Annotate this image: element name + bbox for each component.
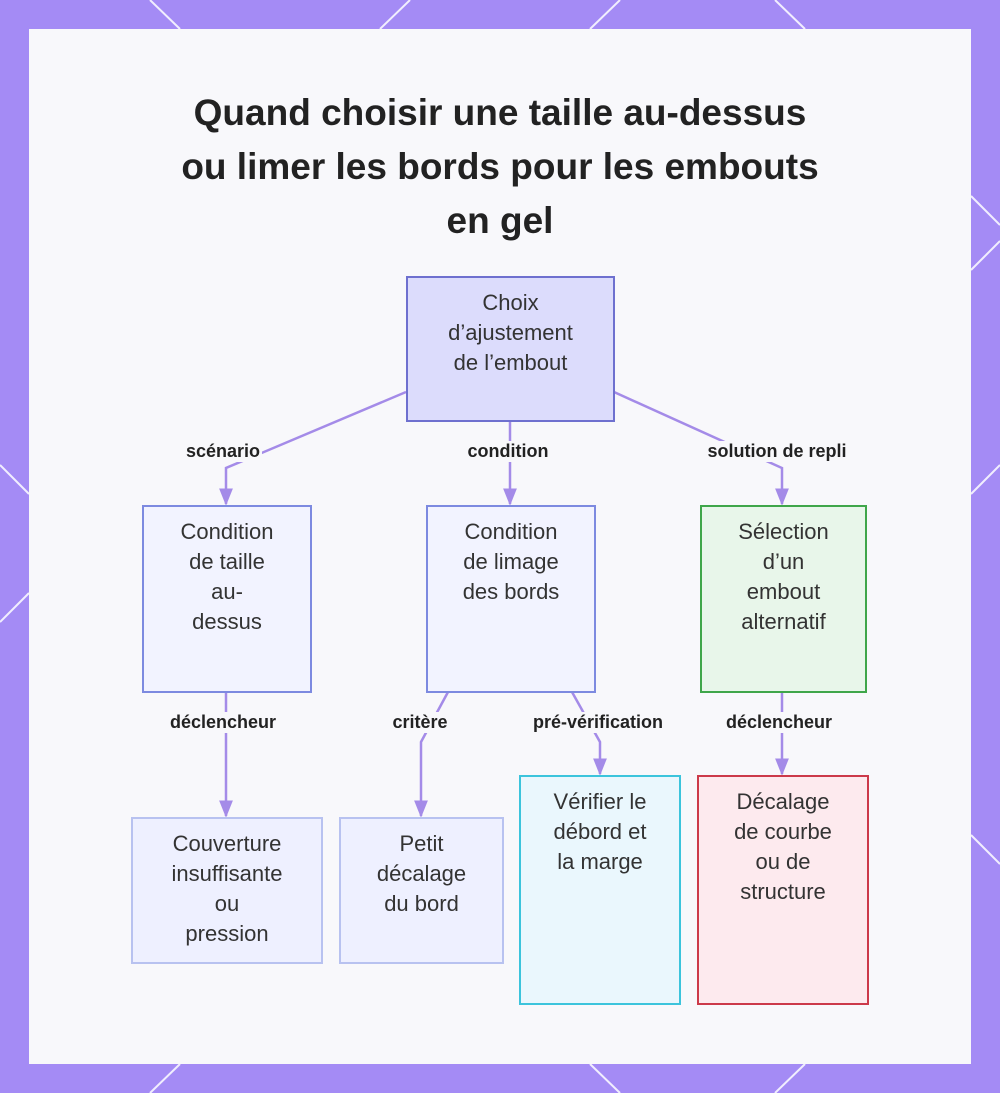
edge-label-fallback: solution de repli xyxy=(707,441,847,461)
node-text: décalage xyxy=(376,861,467,886)
edge-criterion xyxy=(421,692,448,816)
node-text: du bord xyxy=(384,891,459,916)
title-line: Quand choisir une taille au-dessus xyxy=(193,92,807,133)
node-text: des bords xyxy=(462,579,560,604)
node-small-offset xyxy=(339,817,504,964)
title-line: ou limer les bords pour les embouts xyxy=(181,146,819,187)
node-text: de l’embout xyxy=(453,350,568,375)
title-line: en gel xyxy=(446,200,554,241)
node-text: la marge xyxy=(557,849,643,874)
node-text: alternatif xyxy=(741,609,826,634)
node-text: dessus xyxy=(192,609,262,634)
node-text: embout xyxy=(746,579,821,604)
edge-label-trigger-1: déclencheur xyxy=(169,712,277,732)
node-size-up xyxy=(142,505,312,693)
node-text: de limage xyxy=(463,549,559,574)
node-text: insuffisante xyxy=(171,861,283,886)
node-text: de courbe xyxy=(734,819,832,844)
node-curve-offset xyxy=(697,775,869,1005)
node-text: ou xyxy=(214,891,240,916)
node-alt-tip xyxy=(700,505,867,693)
edge-label-trigger-2: déclencheur xyxy=(725,712,833,732)
node-text: Petit xyxy=(399,831,444,856)
node-text: Décalage xyxy=(736,789,830,814)
node-text: Condition xyxy=(180,519,274,544)
node-text: Condition xyxy=(464,519,558,544)
node-text: Choix xyxy=(482,290,539,315)
edge-label-criterion: critère xyxy=(392,712,448,732)
node-text: d’ajustement xyxy=(448,320,573,345)
node-text: pression xyxy=(185,921,269,946)
node-coverage xyxy=(131,817,323,964)
edge-precheck xyxy=(572,692,600,774)
node-text: Couverture xyxy=(172,831,282,856)
edge-label-condition: condition xyxy=(467,441,549,461)
node-check-overhang xyxy=(519,775,681,1005)
node-text: ou de xyxy=(755,849,811,874)
node-file-edge xyxy=(426,505,596,693)
node-text: de taille xyxy=(189,549,265,574)
node-text: d’un xyxy=(762,549,805,574)
node-root xyxy=(406,276,615,422)
edge-label-scenario: scénario xyxy=(185,441,261,461)
node-text: au- xyxy=(211,579,243,604)
node-text: structure xyxy=(740,879,826,904)
node-text: Sélection xyxy=(738,519,829,544)
node-text: Vérifier le xyxy=(553,789,647,814)
edge-label-precheck: pré-vérification xyxy=(532,712,664,732)
node-text: débord et xyxy=(553,819,647,844)
